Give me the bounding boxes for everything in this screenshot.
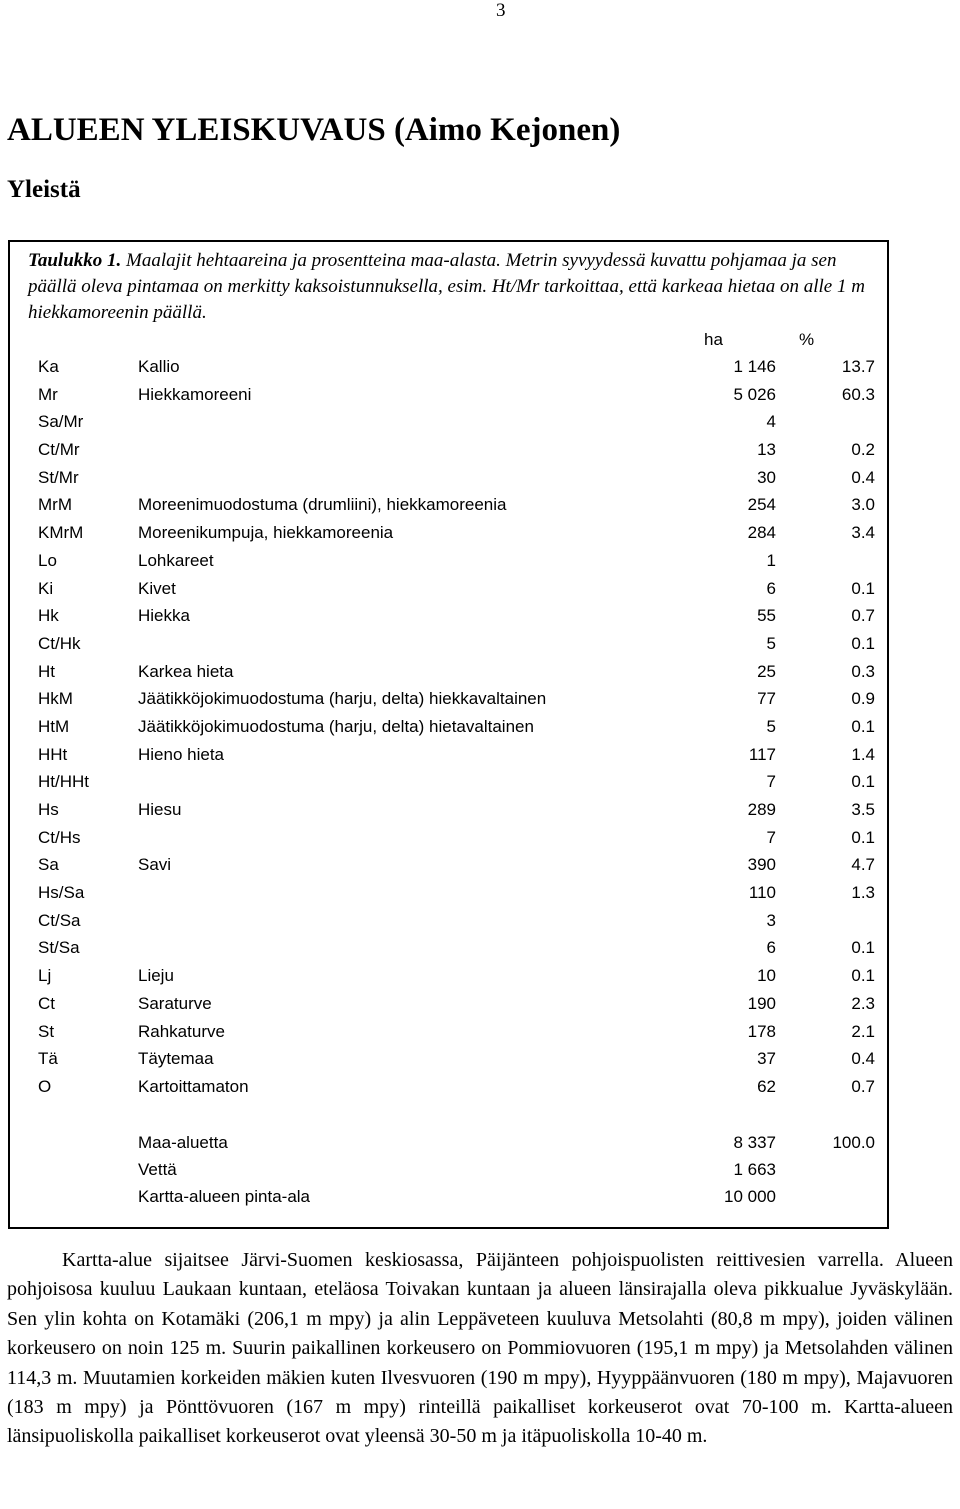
table-row — [10, 769, 887, 797]
cell-pct: 13.7 — [841, 357, 875, 376]
cell-code: Ct/Sa — [38, 910, 81, 930]
cell-code: Ki — [38, 578, 54, 598]
cell-pct: 0.3 — [851, 661, 875, 681]
cell-pct: 0.1 — [851, 633, 875, 653]
cell-ha: 55 — [757, 606, 776, 626]
cell-pct: 0.4 — [851, 467, 875, 487]
cell-ha: 1 146 — [733, 357, 776, 376]
cell-code: Hk — [38, 606, 59, 626]
cell-name: Savi — [138, 855, 172, 875]
cell-ha: 30 — [757, 467, 776, 487]
section-heading: Yleistä — [7, 176, 81, 203]
cell-ha: 62 — [757, 1076, 776, 1096]
table-row — [10, 631, 887, 659]
cell-ha: 5 — [766, 716, 776, 736]
table-row — [10, 963, 887, 991]
cell-code: St/Mr — [38, 467, 79, 487]
cell-ha: 10 000 — [724, 1187, 776, 1206]
cell-code: Lo — [38, 550, 57, 570]
cell-pct: 0.1 — [851, 716, 875, 736]
cell-ha: 1 — [766, 550, 776, 570]
cell-code: Ct/Mr — [38, 440, 80, 460]
cell-code: Ct — [38, 993, 55, 1013]
cell-pct: 3.0 — [851, 495, 875, 515]
table-row — [10, 1184, 887, 1211]
cell-code: Ht/HHt — [38, 772, 89, 792]
table-caption-text: Maalajit hehtaareina ja prosentteina maa-alasta. Metrin syvyydessä kuvattu pohjamaa ja sen päällä oleva pintamaa on merkitty kaksoistunnuksella, esim. Ht/Mr tarkoittaa, että karkeaa hietaa on alle 1 m hiekkamoreenin päällä. — [28, 250, 865, 323]
cell-name: Moreenimuodostuma (drumliini), hiekkamoreenia — [138, 495, 507, 515]
cell-pct: 0.4 — [851, 1049, 875, 1069]
cell-pct: 0.1 — [851, 827, 875, 847]
column-header-ha: ha — [704, 330, 723, 349]
page-title: ALUEEN YLEISKUVAUS (Aimo Kejonen) — [7, 112, 621, 148]
body-paragraph — [7, 1246, 953, 1452]
table-caption — [28, 248, 878, 326]
cell-pct: 3.5 — [851, 800, 875, 819]
cell-name: Jäätikköjokimuodostuma (harju, delta) hietavaltainen — [138, 716, 534, 736]
table-row — [10, 742, 887, 770]
table-row — [10, 714, 887, 742]
cell-code: HtM — [38, 716, 70, 736]
cell-pct: 100.0 — [832, 1133, 875, 1152]
table-row — [10, 409, 887, 437]
table-frame — [8, 240, 889, 1229]
cell-ha: 7 — [766, 827, 776, 847]
cell-ha: 7 — [766, 772, 776, 792]
table-row — [10, 659, 887, 687]
cell-name: Saraturve — [138, 993, 212, 1013]
cell-name: Moreenikumpuja, hiekkamoreenia — [138, 523, 394, 543]
cell-code: HHt — [38, 744, 68, 764]
cell-code: Tä — [38, 1049, 58, 1069]
cell-name: Rahkaturve — [138, 1021, 225, 1041]
table-row — [10, 1130, 887, 1157]
cell-pct: 4.7 — [851, 855, 875, 875]
cell-code: Lj — [38, 966, 52, 986]
cell-pct: 2.1 — [851, 1021, 875, 1041]
cell-name: Kartoittamaton — [138, 1076, 249, 1096]
cell-name: Lohkareet — [138, 550, 214, 570]
cell-code: Hs/Sa — [38, 883, 85, 903]
cell-code: Ka — [38, 357, 59, 376]
cell-ha: 1 663 — [733, 1160, 776, 1179]
cell-code: Ct/Hs — [38, 827, 81, 847]
cell-ha: 390 — [747, 855, 776, 875]
cell-ha: 6 — [766, 578, 776, 598]
page-number: 3 — [496, 0, 506, 21]
cell-ha: 10 — [757, 966, 776, 986]
cell-pct: 0.7 — [851, 1076, 875, 1096]
cell-code: St — [38, 1021, 55, 1041]
cell-code: KMrM — [38, 523, 84, 543]
cell-ha: 3 — [766, 910, 776, 930]
table-row — [10, 991, 887, 1019]
cell-pct: 0.1 — [851, 772, 875, 792]
cell-pct: 60.3 — [841, 384, 875, 404]
cell-name: Vettä — [138, 1160, 177, 1179]
cell-pct: 1.3 — [851, 883, 875, 903]
cell-pct: 3.4 — [851, 523, 875, 543]
cell-code: St/Sa — [38, 938, 80, 958]
cell-pct: 0.1 — [851, 938, 875, 958]
table-row — [10, 382, 887, 410]
cell-ha: 37 — [757, 1049, 776, 1069]
table-caption-label: Taulukko 1. — [28, 250, 122, 271]
cell-code: Mr — [38, 384, 58, 404]
table-row — [10, 1074, 887, 1102]
table-row — [10, 492, 887, 520]
cell-name: Kartta-alueen pinta-ala — [138, 1187, 311, 1206]
cell-pct: 0.1 — [851, 578, 875, 598]
table-row — [10, 1157, 887, 1184]
cell-pct: 2.3 — [851, 993, 875, 1013]
cell-pct: 0.9 — [851, 689, 875, 709]
cell-name: Maa-aluetta — [138, 1133, 228, 1152]
cell-code: Sa — [38, 855, 59, 875]
table-row — [10, 686, 887, 714]
cell-code: MrM — [38, 495, 72, 515]
cell-ha: 5 026 — [733, 384, 776, 404]
cell-code: Sa/Mr — [38, 412, 84, 432]
cell-ha: 117 — [748, 744, 776, 764]
cell-name: Jäätikköjokimuodostuma (harju, delta) hiekkavaltainen — [138, 689, 547, 709]
cell-name: Hiekka — [138, 606, 190, 626]
cell-ha: 289 — [747, 800, 776, 819]
cell-ha: 190 — [747, 993, 776, 1013]
column-header-percent: % — [799, 330, 815, 349]
cell-ha: 8 337 — [733, 1133, 776, 1152]
table-row — [10, 880, 887, 908]
totals-rows — [10, 1130, 887, 1211]
cell-ha: 254 — [747, 495, 776, 515]
cell-code: O — [38, 1076, 52, 1096]
body-paragraph-text: Kartta-alue sijaitsee Järvi-Suomen keskiosassa, Päijänteen pohjoispuolisten reittivesien varrella. Alueen pohjoisosa kuuluu Laukaan kuntaan, eteläosa Toivakan kuntaan ja alueen länsirajalla oleva pikkualue Jyväskylään. Sen ylin kohta on Kotamäki (206,1 m mpy) ja alin Leppäveteen kuuluva Metsolahti (80,8 m mpy), joiden välinen korkeusero on noin 125 m. Suurin paikallinen korkeusero on Pommiovuoren (195,1 m mpy) ja Metsolahden välinen 114,3 m. Muutamien korkeiden mäkien kuten Ilvesvuoren (190 m mpy), Hyyppäänvuoren (180 m mpy), Majavuoren (183 m mpy) ja Pönttövuoren (167 m mpy) rinteillä paikalliset korkeuserot ovat 70-100 m. Kartta-alueen länsipuoliskolla paikalliset korkeuserot ovat yleensä 30-50 m ja itäpuoliskolla 10-40 m. — [7, 1249, 953, 1448]
table-row — [10, 797, 887, 825]
cell-ha: 110 — [748, 883, 776, 903]
cell-ha: 284 — [747, 523, 776, 543]
table-row — [10, 1046, 887, 1074]
cell-ha: 4 — [766, 412, 776, 432]
cell-pct: 0.1 — [851, 966, 875, 986]
table-row — [10, 908, 887, 936]
cell-code: Hs — [38, 800, 59, 819]
cell-pct: 0.7 — [851, 606, 875, 626]
table-row — [10, 520, 887, 548]
table-row — [10, 548, 887, 576]
table-row — [10, 354, 887, 382]
table-row — [10, 935, 887, 963]
table-row — [10, 603, 887, 631]
cell-name: Kivet — [138, 578, 176, 598]
cell-name: Hiekkamoreeni — [138, 384, 252, 404]
table-row — [10, 1019, 887, 1047]
table-row — [10, 852, 887, 880]
cell-ha: 5 — [766, 633, 776, 653]
cell-name: Karkea hieta — [138, 661, 234, 681]
table-row — [10, 437, 887, 465]
cell-name: Täytemaa — [138, 1049, 214, 1069]
soil-type-rows — [10, 354, 887, 1102]
cell-pct: 1.4 — [851, 744, 875, 764]
table-row — [10, 465, 887, 493]
cell-code: Ct/Hk — [38, 633, 81, 653]
cell-name: Lieju — [138, 966, 174, 986]
table-row — [10, 825, 887, 853]
cell-ha: 6 — [766, 938, 776, 958]
cell-name: Hieno hieta — [138, 744, 225, 764]
cell-code: HkM — [38, 689, 73, 709]
cell-name: Kallio — [138, 357, 180, 376]
cell-name: Hiesu — [138, 800, 182, 819]
cell-ha: 77 — [757, 689, 776, 709]
cell-code: Ht — [38, 661, 55, 681]
cell-ha: 178 — [747, 1021, 776, 1041]
cell-ha: 25 — [757, 661, 776, 681]
table-row — [10, 576, 887, 604]
cell-ha: 13 — [757, 440, 776, 460]
cell-pct: 0.2 — [851, 440, 875, 460]
